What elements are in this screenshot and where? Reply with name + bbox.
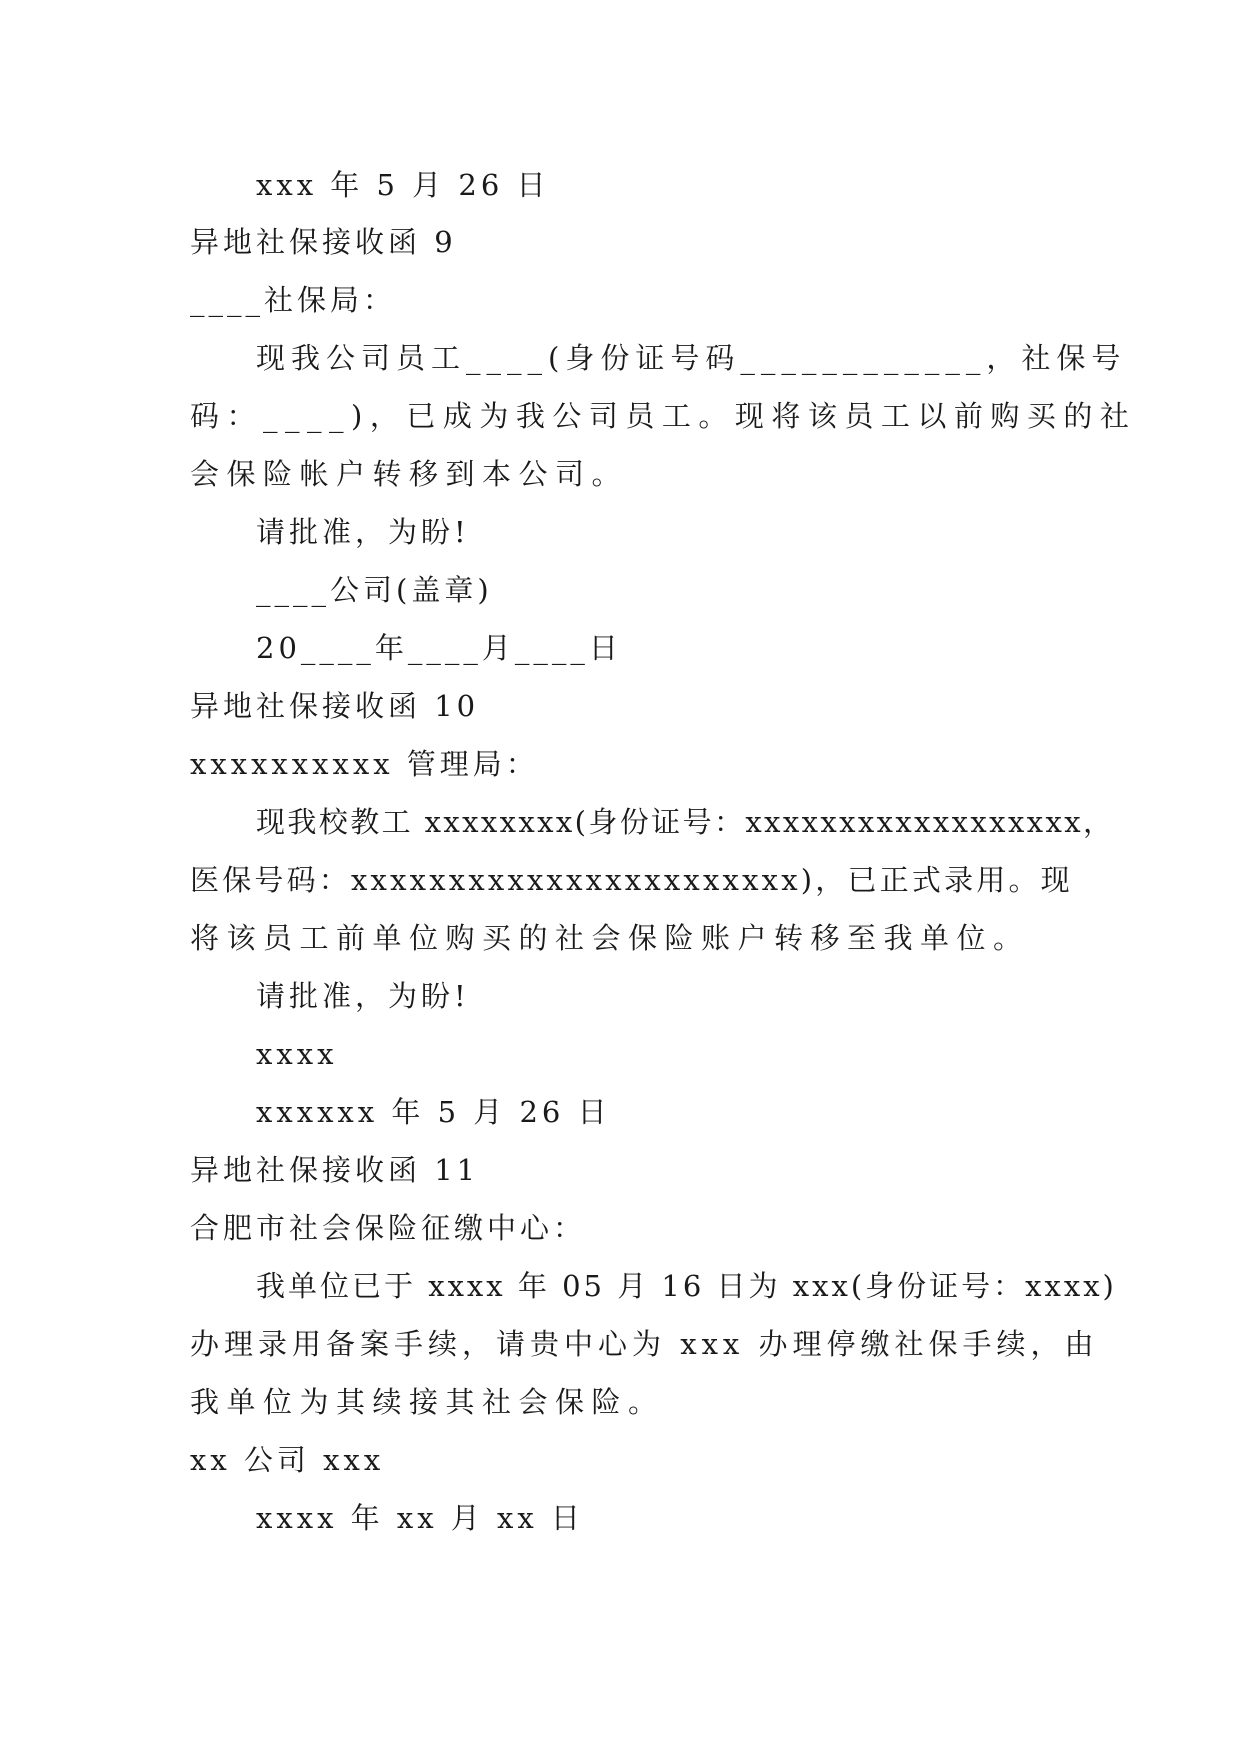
body-text-line: 我单位为其续接其社会保险。	[190, 1385, 665, 1419]
section-heading: 异地社保接收函 11	[190, 1153, 480, 1187]
date-line: xxxx 年 xx 月 xx 日	[256, 1501, 584, 1535]
body-text-line: 会保险帐户转移到本公司。	[190, 457, 629, 491]
section-heading: 异地社保接收函 9	[190, 225, 457, 259]
date-line: 20____年____月____日	[256, 631, 622, 665]
signature-line: xx 公司 xxx	[190, 1443, 385, 1477]
body-text-line: 码：____)，已成为我公司员工。现将该员工以前购买的社	[190, 399, 1137, 433]
signature-line: xxxx	[256, 1037, 338, 1071]
closing-line: 请批准，为盼!	[256, 515, 470, 549]
closing-line: 请批准，为盼!	[256, 979, 470, 1013]
body-text-line: 将该员工前单位购买的社会保险账户转移至我单位。	[190, 921, 1030, 955]
addressee-line: ____社保局：	[190, 283, 397, 317]
date-line: xxxxxx 年 5 月 26 日	[256, 1095, 611, 1129]
section-heading: 异地社保接收函 10	[190, 689, 480, 723]
body-text-line: 现我公司员工____(身份证号码____________，社保号	[256, 341, 1127, 375]
body-text-line: 医保号码：xxxxxxxxxxxxxxxxxxxxxxx)，已正式录用。现	[190, 863, 1073, 897]
body-text-line: 办理录用备案手续，请贵中心为 xxx 办理停缴社保手续，由	[190, 1327, 1099, 1361]
addressee-line: xxxxxxxxxx 管理局：	[190, 747, 539, 781]
body-text-line: 我单位已于 xxxx 年 05 月 16 日为 xxx(身份证号：xxxx)	[256, 1269, 1117, 1303]
date-line: xxx 年 5 月 26 日	[256, 168, 550, 202]
body-text-line: 现我校教工 xxxxxxxx(身份证号：xxxxxxxxxxxxxxxxxx，	[256, 805, 1115, 839]
addressee-line: 合肥市社会保险征缴中心：	[190, 1211, 587, 1245]
signature-line: ____公司(盖章)	[256, 573, 493, 607]
